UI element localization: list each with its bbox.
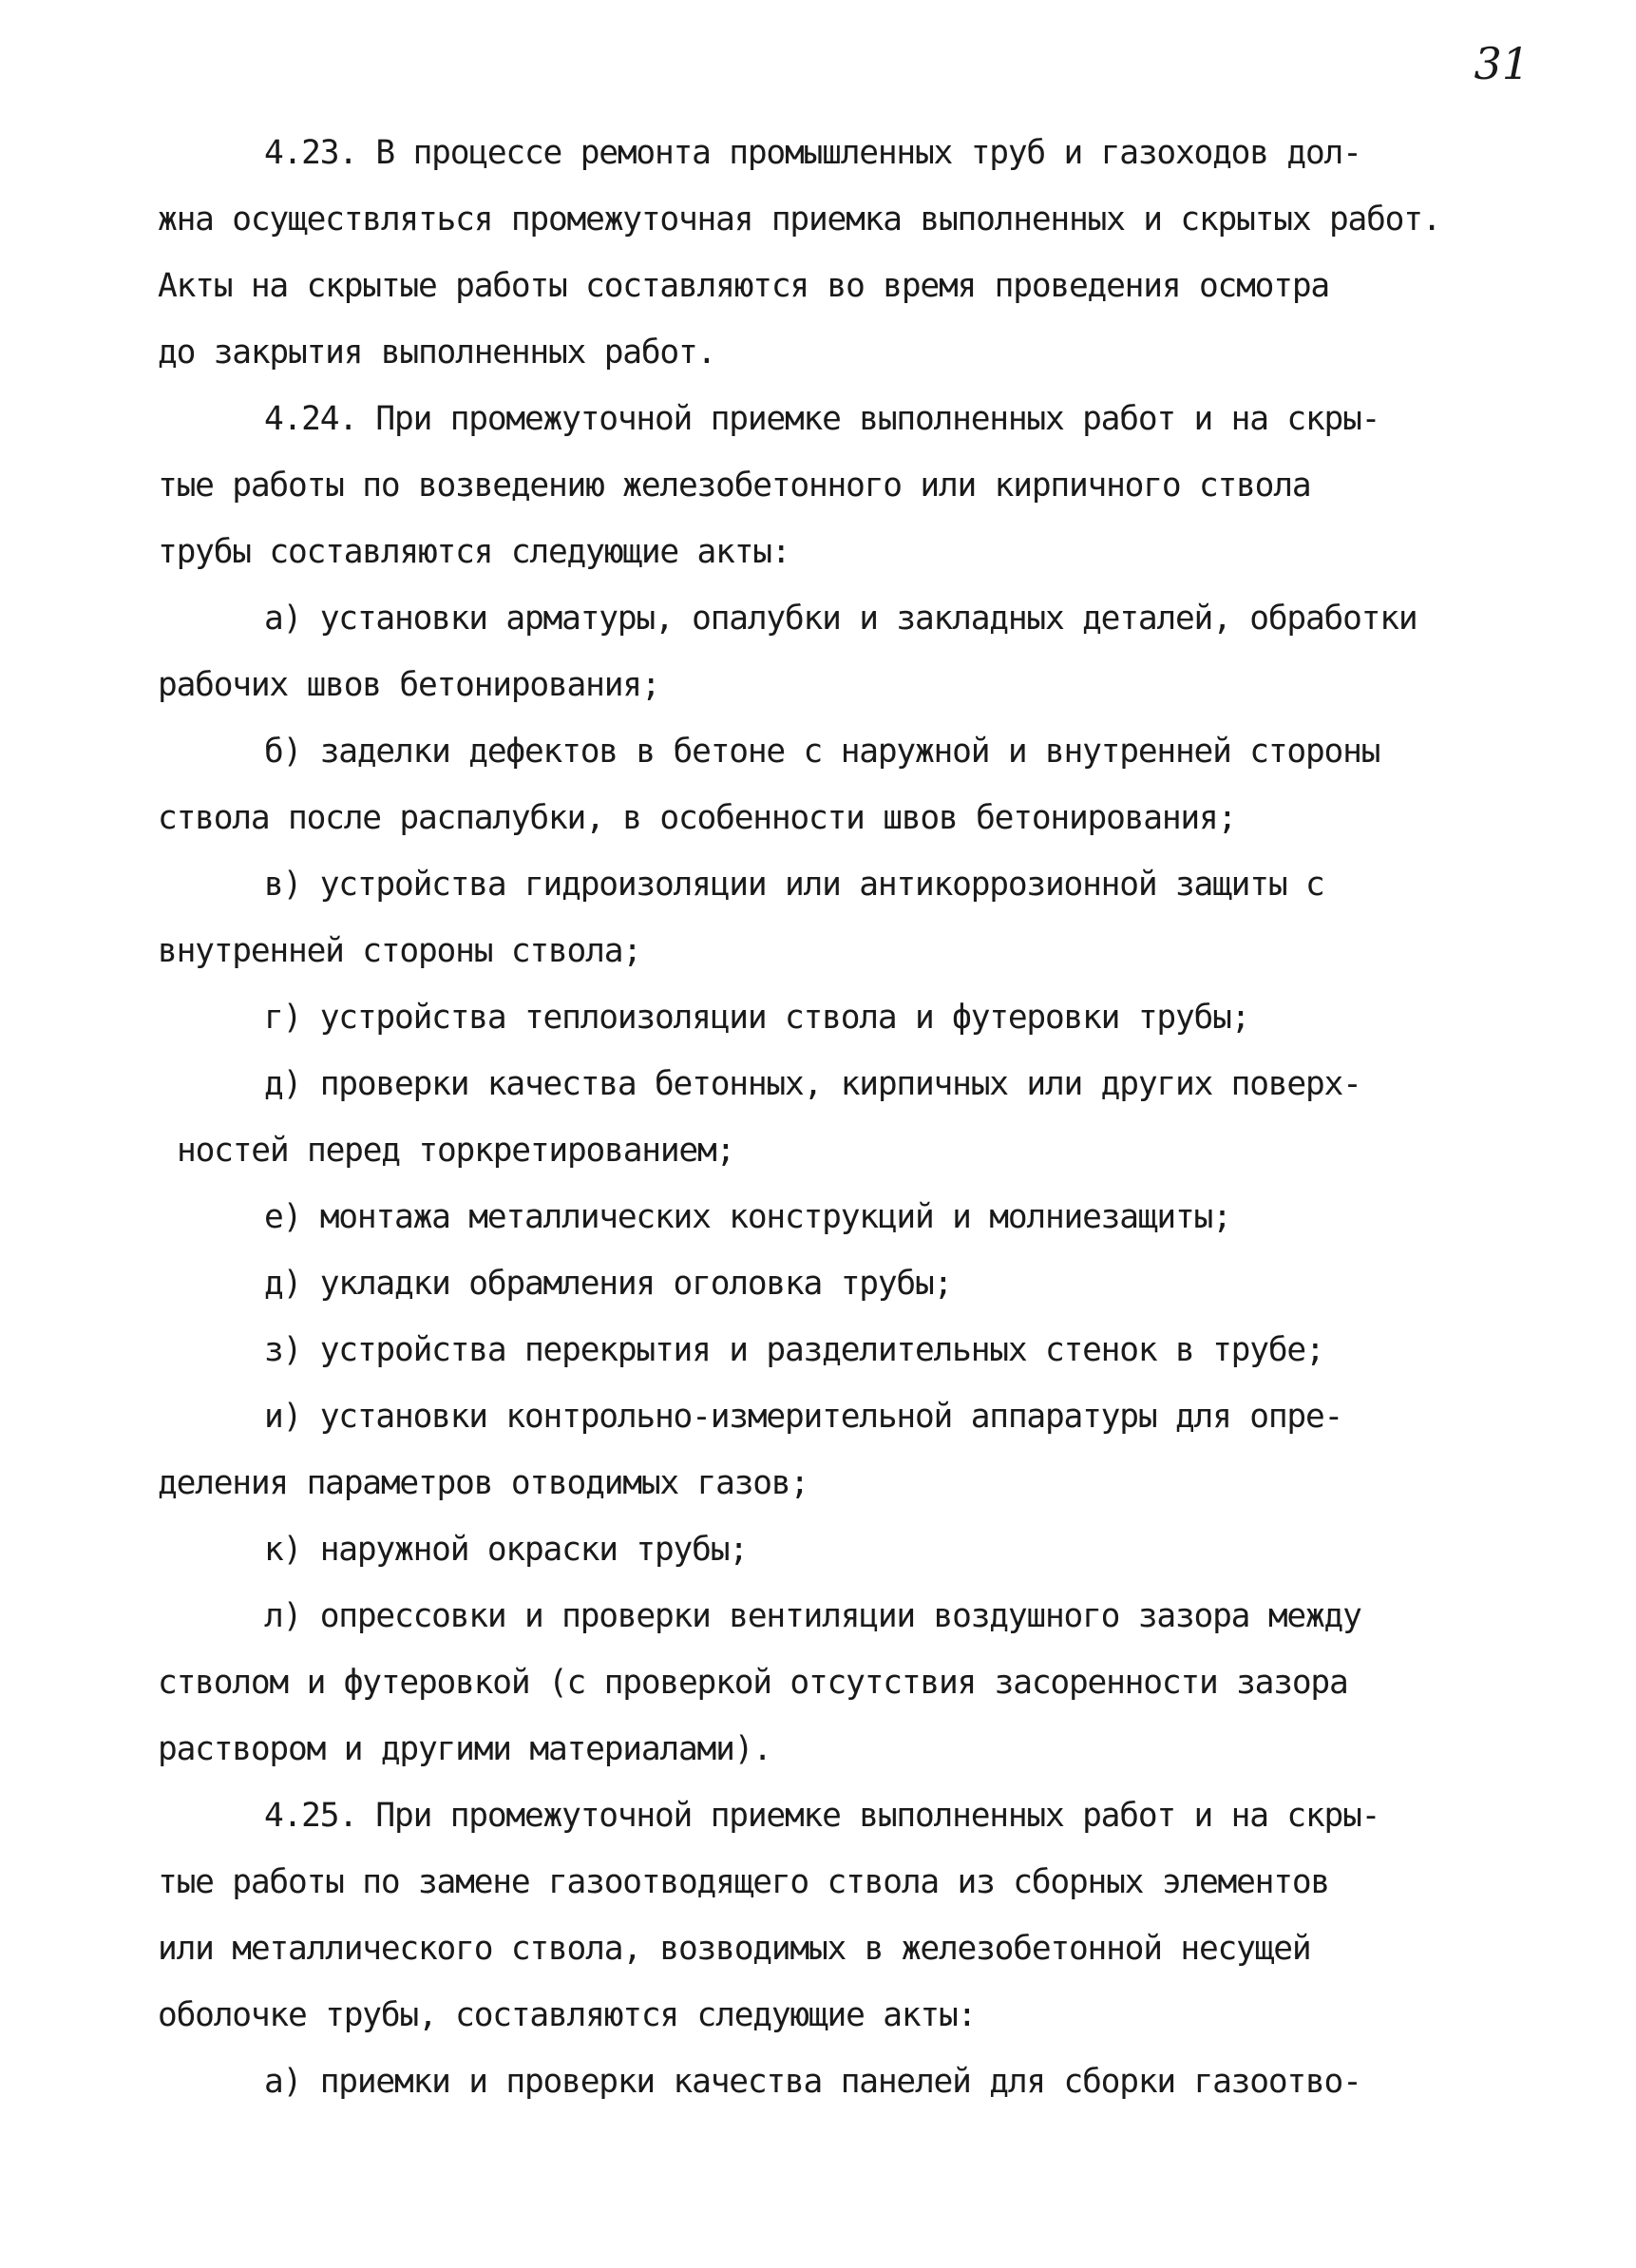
text-line: а) приемки и проверки качества панелей для сборки газоотво- [264, 2063, 1361, 2101]
text-line: до закрытия выполненных работ. [158, 334, 716, 372]
text-line: е) монтажа металлических конструкций и молниезащиты; [264, 1198, 1231, 1236]
text-line: к) наружной окраски трубы; [264, 1531, 748, 1569]
text-line: жна осуществляться промежуточная приемка выполненных и скрытых работ. [158, 200, 1441, 238]
text-line: д) укладки обрамления оголовка трубы; [264, 1265, 953, 1303]
text-line: тые работы по замене газоотводящего ствола из сборных элементов [158, 1863, 1329, 1901]
text-line: стволом и футеровкой (с проверкой отсутствия засоренности зазора [158, 1664, 1348, 1702]
text-line: а) установки арматуры, опалубки и закладных деталей, обработки [264, 600, 1417, 638]
text-line: в) устройства гидроизоляции или антикоррозионной защиты с [264, 866, 1324, 904]
text-line: б) заделки дефектов в бетоне с наружной и внутренней стороны [264, 733, 1380, 771]
text-line: д) проверки качества бетонных, кирпичных или других поверх- [264, 1065, 1361, 1103]
text-line: или металлического ствола, возводимых в железобетонной несущей [158, 1930, 1311, 1968]
text-line: з) устройства перекрытия и разделительных стенок в трубе; [264, 1331, 1324, 1369]
text-line: трубы составляются следующие акты: [158, 533, 790, 571]
text-line: ностей перед торкретированием; [177, 1132, 735, 1170]
text-line: тые работы по возведению железобетонного или кирпичного ствола [158, 467, 1311, 505]
text-line: 4.25. При промежуточной приемке выполненных работ и на скры- [264, 1797, 1380, 1835]
text-line: оболочке трубы, составляются следующие акты: [158, 1996, 977, 2034]
text-line: ствола после распалубки, в особенности швов бетонирования; [158, 799, 1237, 837]
text-line: рабочих швов бетонирования; [158, 666, 660, 704]
text-line: 4.24. При промежуточной приемке выполненных работ и на скры- [264, 400, 1380, 438]
text-line: внутренней стороны ствола; [158, 932, 641, 970]
text-line: деления параметров отводимых газов; [158, 1464, 808, 1502]
text-line: Акты на скрытые работы составляются во время проведения осмотра [158, 267, 1329, 305]
text-line: 4.23. В процессе ремонта промышленных труб и газоходов дол- [264, 134, 1361, 172]
page-number: 31 [1474, 38, 1530, 89]
text-line: раствором и другими материалами). [158, 1730, 771, 1768]
text-line: и) установки контрольно-измерительной аппаратуры для опре- [264, 1398, 1343, 1436]
text-line: г) устройства теплоизоляции ствола и футеровки трубы; [264, 999, 1250, 1037]
text-line: л) опрессовки и проверки вентиляции воздушного зазора между [264, 1597, 1361, 1635]
